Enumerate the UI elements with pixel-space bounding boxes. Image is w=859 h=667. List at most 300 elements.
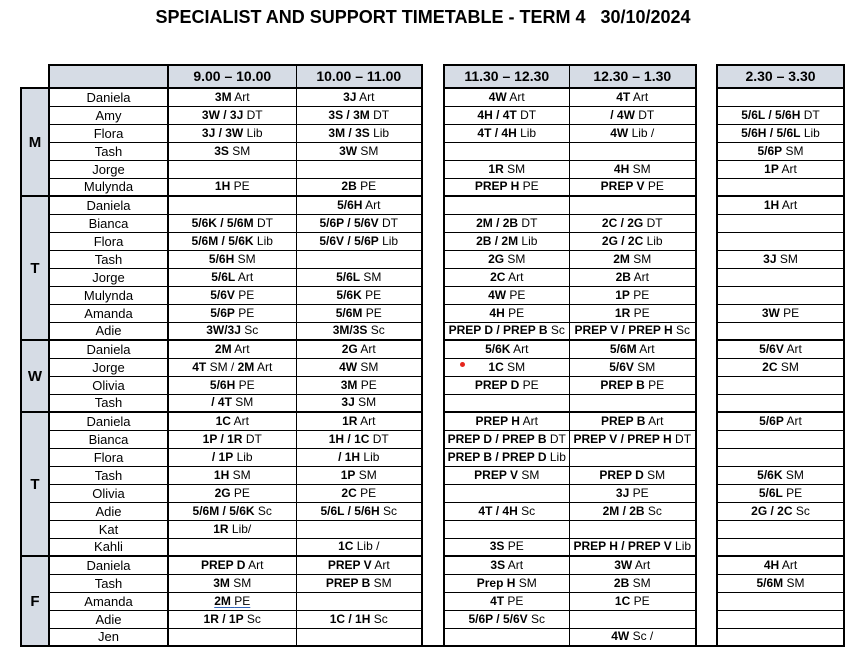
staff-column-header [49, 65, 168, 88]
subject: SM [521, 467, 540, 482]
subject: Art [781, 161, 797, 176]
class-group: 2G / 2C [601, 233, 644, 248]
subject: DT [372, 431, 389, 446]
slot-4-bianca-p1 [168, 430, 296, 448]
slot-2-mulynda-p4 [569, 286, 696, 304]
slot-entry [448, 432, 566, 446]
class-group: 1R [488, 161, 504, 176]
subject: Sc [370, 323, 385, 338]
subject: Sc [246, 611, 261, 626]
class-group: 2C / 2G [601, 215, 644, 230]
day-cell-4 [21, 412, 49, 556]
slot-entry [336, 288, 381, 302]
subject: SM [233, 575, 252, 590]
staff-name: Adie [49, 322, 168, 340]
slot-entry [611, 629, 653, 643]
slot-entry [751, 504, 810, 518]
slot-4-olivia-p3 [444, 484, 569, 502]
slot-4-kat-p2 [296, 520, 422, 538]
class-group: 4T / 4H [478, 503, 518, 518]
slot-entry [490, 558, 523, 572]
subject: Art [256, 359, 273, 374]
slot-2-adie-p4 [569, 322, 696, 340]
class-group: PREP H [475, 413, 520, 428]
slot-2-mulynda-p3 [444, 286, 569, 304]
slot-entry [616, 270, 649, 284]
class-group: 5/6V [759, 341, 784, 356]
staff-name: Flora [49, 448, 168, 466]
class-group: 5/6K [336, 287, 362, 302]
slot-1-tash-p4 [569, 142, 696, 160]
slot-4-adie-p4 [569, 502, 696, 520]
subject: Art [234, 89, 250, 104]
slot-5-jen-p4 [569, 628, 696, 646]
subject: SM [785, 143, 804, 158]
slot-entry [756, 576, 804, 590]
slot-4-bianca-p4 [569, 430, 696, 448]
slot-entry [202, 108, 263, 122]
class-group: 2C [762, 359, 778, 374]
slot-entry [476, 216, 537, 230]
class-group: 3M [213, 575, 230, 590]
slot-4-flora-p1 [168, 448, 296, 466]
subject: SM [632, 575, 651, 590]
subject: SM [363, 269, 382, 284]
class-group: 1C / 1H [329, 611, 371, 626]
slot-5-daniela-p4 [569, 556, 696, 574]
class-group: 1H [213, 467, 230, 482]
slot-entry [338, 539, 379, 553]
subject: SM [232, 143, 251, 158]
slot-5-tash-p1 [168, 574, 296, 592]
slot-entry [614, 162, 651, 176]
slot-entry [213, 522, 251, 536]
slot-entry [212, 450, 253, 464]
slot-5-amanda-p1 [168, 592, 296, 610]
class-group: 3W [339, 143, 358, 158]
slot-entry [764, 162, 797, 176]
slot-4-adie-p2 [296, 502, 422, 520]
day-letter: T [30, 475, 40, 493]
slot-entry [336, 270, 381, 284]
slot-5-jen-p2 [296, 628, 422, 646]
class-group: 3W / 3J [201, 107, 244, 122]
period-header-1: 9.00 – 10.00 [168, 65, 296, 88]
slot-4-bianca-p5 [717, 430, 844, 448]
class-group: 4W [339, 359, 358, 374]
slot-entry [343, 90, 374, 104]
slot-2-jorge-p4 [569, 268, 696, 286]
class-group: 1C [215, 413, 231, 428]
class-group: 5/6M / 5/6K [191, 233, 254, 248]
slot-entry [475, 179, 539, 193]
slot-1-mulynda-p2 [296, 178, 422, 196]
class-group: 5/6L [336, 269, 361, 284]
slot-2-bianca-p5 [717, 214, 844, 232]
slot-entry [206, 323, 258, 337]
slot-entry [320, 504, 397, 518]
subject: Lib [549, 449, 566, 464]
slot-2-daniela-p1 [168, 196, 296, 214]
subject: PE [360, 179, 377, 194]
class-group: 4T [192, 359, 207, 374]
subject: PE [238, 377, 255, 392]
slot-4-kahli-p4 [569, 538, 696, 556]
subject: Sc [382, 503, 397, 518]
lunch-gap-column [696, 65, 717, 646]
staff-name: Amanda [49, 304, 168, 322]
staff-name: Adie [49, 502, 168, 520]
slot-3-daniela-p4 [569, 340, 696, 358]
slot-4-kat-p5 [717, 520, 844, 538]
subject: DT [549, 431, 566, 446]
class-group: / 4T [211, 395, 232, 410]
staff-name: Tash [49, 574, 168, 592]
class-group: PREP B [325, 575, 371, 590]
class-group: PREP B [600, 377, 645, 392]
slot-5-tash-p2 [296, 574, 422, 592]
slot-entry [602, 216, 663, 230]
slot-entry [573, 539, 691, 553]
slot-entry [475, 378, 539, 392]
class-group: 1C [338, 539, 354, 554]
class-group: 4T [616, 89, 631, 104]
day-cell-1 [21, 88, 49, 196]
slot-2-mulynda-p5 [717, 286, 844, 304]
subject: PE [522, 179, 539, 194]
staff-name: Daniela [49, 340, 168, 358]
class-group: 5/6H [337, 197, 363, 212]
slot-4-daniela-p5 [717, 412, 844, 430]
slot-2-flora-p4 [569, 232, 696, 250]
slot-1-mulynda-p3 [444, 178, 569, 196]
subject: SM [358, 395, 377, 410]
slot-entry [601, 414, 663, 428]
slot-1-flora-p1 [168, 124, 296, 142]
slot-1-mulynda-p4 [569, 178, 696, 196]
slot-entry [614, 558, 650, 572]
class-group: 3M [214, 89, 232, 104]
slot-4-kahli-p5 [717, 538, 844, 556]
slot-entry [613, 252, 651, 266]
class-group: PREP V / PREP H [573, 431, 672, 446]
class-group: 5/6M [335, 305, 363, 320]
slot-5-daniela-p5 [717, 556, 844, 574]
slot-3-olivia-p5 [717, 376, 844, 394]
slot-entry [201, 558, 263, 572]
staff-name: Bianca [49, 430, 168, 448]
subject: Art [786, 341, 802, 356]
class-group: 2B / 2M [476, 233, 519, 248]
class-group: 2G / 2C [751, 503, 793, 518]
slot-4-bianca-p2 [296, 430, 422, 448]
slot-4-kahli-p2 [296, 538, 422, 556]
slot-entry [192, 360, 272, 374]
subject: PE [233, 179, 250, 194]
slot-4-daniela-p3 [444, 412, 569, 430]
class-group: 1P [615, 287, 630, 302]
class-group: 3S [489, 539, 505, 554]
subject: DT [245, 431, 262, 446]
subject: PE [360, 485, 377, 500]
subject: Art [365, 197, 381, 212]
slot-entry [741, 126, 820, 140]
slot-1-jorge-p4 [569, 160, 696, 178]
slot-5-jen-p1 [168, 628, 296, 646]
slot-entry [474, 468, 539, 482]
class-group: / 1H [338, 449, 361, 464]
staff-name: Tash [49, 142, 168, 160]
slot-4-flora-p5 [717, 448, 844, 466]
slot-2-jorge-p3 [444, 268, 569, 286]
class-group: 5/6M [609, 341, 637, 356]
period-header-4: 12.30 – 1.30 [569, 65, 696, 88]
slot-2-daniela-p4 [569, 196, 696, 214]
slot-2-jorge-p5 [717, 268, 844, 286]
slot-2-amanda-p5 [717, 304, 844, 322]
slot-3-daniela-p3 [444, 340, 569, 358]
class-group: PREP D [201, 557, 246, 572]
staff-name: Jorge [49, 358, 168, 376]
slot-entry [448, 450, 566, 464]
subject: Art [374, 557, 390, 572]
subject: Lib [246, 125, 263, 140]
subject: PE [234, 593, 251, 608]
slot-1-daniela-p2 [296, 88, 422, 106]
staff-name: Kahli [49, 538, 168, 556]
slot-2-flora-p3 [444, 232, 569, 250]
class-group: 1P [764, 161, 779, 176]
slot-entry [214, 144, 250, 158]
subject: Lib [521, 233, 538, 248]
slot-entry [762, 306, 799, 320]
slot-1-tash-p2 [296, 142, 422, 160]
subject: PE [507, 593, 524, 608]
class-group: 2B [615, 269, 631, 284]
slot-3-jorge-p3 [444, 358, 569, 376]
staff-name: Daniela [49, 412, 168, 430]
subject: Lib [803, 125, 820, 140]
class-group: PREP V [474, 467, 518, 482]
day-letter: M [28, 133, 42, 151]
slot-entry [210, 378, 255, 392]
subject: Lib / [631, 125, 655, 140]
subject: PE [365, 305, 382, 320]
staff-name: Jorge [49, 160, 168, 178]
class-group: 5/6L [211, 269, 236, 284]
subject: Art [237, 269, 254, 284]
subject: Sc [257, 503, 272, 518]
slot-entry [342, 342, 376, 356]
subject: SM / [209, 359, 235, 374]
subject: SM [360, 359, 379, 374]
slot-2-bianca-p3 [444, 214, 569, 232]
slot-5-tash-p5 [717, 574, 844, 592]
slot-entry [488, 162, 525, 176]
day-cell-3 [21, 340, 49, 412]
slot-entry [214, 594, 250, 608]
slot-1-amy-p3 [444, 106, 569, 124]
subject: PE [233, 485, 250, 500]
class-group: PREP B / PREP D [447, 449, 547, 464]
class-group: PREP H [474, 179, 520, 194]
slot-entry [210, 306, 254, 320]
subject: SM [779, 251, 798, 266]
class-group: 2G [341, 341, 358, 356]
subject: Art [639, 341, 655, 356]
class-group: 2M / 2B [602, 503, 645, 518]
class-group: PREP D [599, 467, 644, 482]
slot-entry [488, 288, 525, 302]
slot-4-olivia-p4 [569, 484, 696, 502]
subject: SM [637, 359, 656, 374]
slot-2-flora-p2 [296, 232, 422, 250]
slot-4-kat-p3 [444, 520, 569, 538]
document-title: SPECIALIST AND SUPPORT TIMETABLE - TERM 4 30/10/2024 [155, 7, 691, 27]
slot-2-bianca-p1 [168, 214, 296, 232]
subject: PE [509, 287, 526, 302]
subject: PE [786, 485, 803, 500]
slot-3-daniela-p1 [168, 340, 296, 358]
slot-4-bianca-p3 [444, 430, 569, 448]
slot-2-amanda-p2 [296, 304, 422, 322]
slot-entry [341, 179, 376, 193]
slot-2-daniela-p3 [444, 196, 569, 214]
subject: Art [360, 413, 376, 428]
slot-3-olivia-p1 [168, 376, 296, 394]
staff-name: Tash [49, 466, 168, 484]
slot-1-flora-p5 [717, 124, 844, 142]
slot-4-olivia-p2 [296, 484, 422, 502]
class-group: 2G [214, 485, 231, 500]
class-group: 3S [490, 557, 506, 572]
slot-4-kahli-p1 [168, 538, 296, 556]
subject: SM [507, 161, 526, 176]
slot-4-daniela-p1 [168, 412, 296, 430]
class-group: / 1P [211, 449, 234, 464]
subject: PE [365, 287, 382, 302]
slot-entry [490, 270, 523, 284]
subject: SM [785, 467, 804, 482]
subject: Sc [795, 503, 810, 518]
slot-entry [342, 414, 375, 428]
subject: Lib [675, 539, 692, 554]
day-cell-5 [21, 556, 49, 646]
class-group: 5/6V [210, 287, 235, 302]
staff-name: Olivia [49, 376, 168, 394]
slot-entry [192, 216, 273, 230]
subject: DT [373, 107, 390, 122]
slot-3-daniela-p5 [717, 340, 844, 358]
slot-1-amy-p2 [296, 106, 422, 124]
slot-entry [211, 395, 253, 409]
slot-entry [328, 126, 389, 140]
class-group: 2M [237, 359, 255, 374]
class-group: 3J [341, 395, 355, 410]
slot-4-adie-p3 [444, 502, 569, 520]
slot-entry [326, 576, 392, 590]
slot-5-amanda-p5 [717, 592, 844, 610]
staff-name: Amanda [49, 592, 168, 610]
slot-entry [485, 342, 528, 356]
slot-2-tash-p4 [569, 250, 696, 268]
slot-5-adie-p2 [296, 610, 422, 628]
subject: DT [646, 215, 663, 230]
slot-4-daniela-p4 [569, 412, 696, 430]
slot-entry [615, 594, 650, 608]
slot-4-tash-p1 [168, 466, 296, 484]
class-group: 5/6P / 5/6V [468, 611, 528, 626]
slot-4-olivia-p5 [717, 484, 844, 502]
subject: SM [507, 359, 526, 374]
class-group: 4T [490, 593, 505, 608]
slot-entry [336, 306, 382, 320]
subject: Sc [521, 503, 536, 518]
slot-5-tash-p3 [444, 574, 569, 592]
subject: Art [507, 557, 524, 572]
slot-2-bianca-p4 [569, 214, 696, 232]
slot-entry [337, 198, 380, 212]
slot-2-jorge-p1 [168, 268, 296, 286]
slot-entry [215, 90, 250, 104]
staff-name: Daniela [49, 196, 168, 214]
class-group: 5/6M [756, 575, 784, 590]
slot-entry [489, 306, 524, 320]
subject: Lib [363, 449, 380, 464]
subject: PE [522, 377, 539, 392]
class-group: 2M / 2B [476, 215, 519, 230]
subject: PE [238, 287, 255, 302]
class-group: 2M [214, 593, 231, 608]
subject: SM [237, 251, 256, 266]
staff-name: Jen [49, 628, 168, 646]
slot-5-adie-p5 [717, 610, 844, 628]
subject: SM [358, 467, 377, 482]
slot-entry [741, 108, 820, 122]
class-group: 3M / 3S [328, 125, 370, 140]
period-header-5: 2.30 – 3.30 [717, 65, 844, 88]
class-group: PREP V [327, 557, 372, 572]
subject: SM [518, 575, 537, 590]
subject: SM [360, 143, 379, 158]
slot-5-jen-p3 [444, 628, 569, 646]
subject: Lib [520, 125, 537, 140]
class-group: 1H [214, 179, 231, 194]
slot-3-tash-p3 [444, 394, 569, 412]
subject: Sc [530, 611, 545, 626]
class-group: 3W/3J [206, 323, 241, 338]
staff-name: Kat [49, 520, 168, 538]
slot-entry [209, 252, 256, 266]
slot-1-amy-p4 [569, 106, 696, 124]
slot-entry [468, 612, 545, 626]
subject: PE [633, 305, 650, 320]
slot-5-amanda-p2 [296, 592, 422, 610]
day-letter: T [30, 259, 40, 277]
slot-2-adie-p1 [168, 322, 296, 340]
slot-1-jorge-p2 [296, 160, 422, 178]
slot-1-tash-p5 [717, 142, 844, 160]
slot-2-amanda-p3 [444, 304, 569, 322]
subject: Art [234, 341, 250, 356]
period-header-3: 11.30 – 12.30 [444, 65, 569, 88]
slot-3-olivia-p3 [444, 376, 569, 394]
class-group: / 4W [610, 107, 635, 122]
slot-3-tash-p2 [296, 394, 422, 412]
class-group: 5/6K [757, 467, 783, 482]
slot-entry [609, 360, 655, 374]
subject: Art [648, 413, 664, 428]
